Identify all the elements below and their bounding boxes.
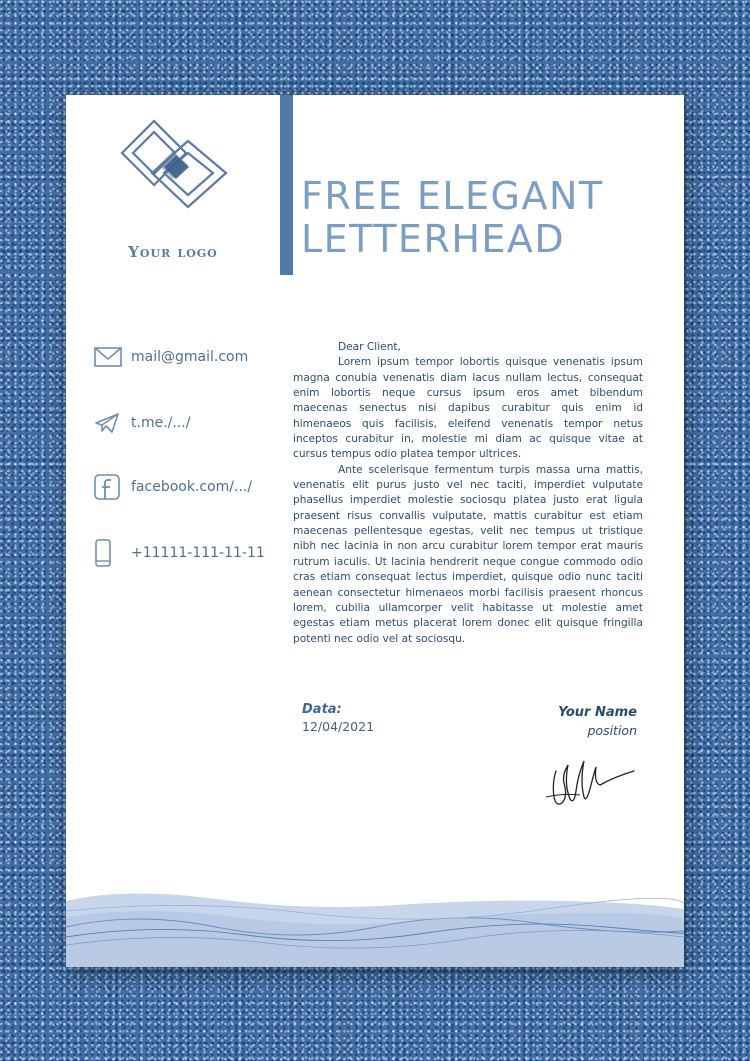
letter-body bbox=[293, 340, 643, 647]
diamond-logo-icon bbox=[116, 115, 230, 211]
contact-email[interactable] bbox=[94, 345, 248, 369]
mail-icon bbox=[94, 345, 124, 369]
signer-name: Your Name bbox=[558, 705, 637, 720]
contact-telegram-text: t.me./.../ bbox=[131, 415, 191, 431]
date-value: 12/04/2021 bbox=[302, 719, 375, 734]
contact-email-text: mail@gmail.com bbox=[131, 349, 249, 365]
accent-bar bbox=[280, 95, 293, 275]
contact-phone-text: +11111-111-11-11 bbox=[131, 545, 265, 561]
page-title bbox=[301, 175, 681, 261]
phone-icon bbox=[94, 541, 124, 565]
salutation: Dear Client, bbox=[338, 341, 401, 353]
wave-footer-decoration bbox=[66, 887, 684, 967]
paragraph-2: Ante scelerisque fermentum turpis massa urna mattis, venenatis elit purus justo vel nec taciti, imperdiet vulputate phasellus imperdiet molestie sociosqu platea justo erat ligula praesent risus convallis vulputate, mattis curabitur est etiam maecenas pellentesque egestas, velit nec tempus ut tristique nibh nec lacinia in non arcu curabitur lorem tempor erat mauris rutrum iaculis. Ut lacinia hendrerit neque congue commodo odio cras etiam consequat lectus imperdiet, quisque odio nunc taciti aenean consectetur himenaeos morbi facilisis praesent rhoncus lorem, cubilia ullamcorper velit habitasse ut molestie amet egestas etiam metus placerat lorem donec elit quisque fringilla potenti nec odio vel at sociosqu. bbox=[293, 463, 643, 645]
date-label: Data: bbox=[302, 702, 342, 717]
signature-icon bbox=[544, 753, 636, 815]
contact-phone[interactable] bbox=[94, 541, 265, 565]
logo-text: Your logo bbox=[128, 243, 218, 261]
signer-position: position bbox=[587, 723, 637, 738]
title-line-2: LETTERHEAD bbox=[301, 217, 566, 261]
letterhead-sheet bbox=[66, 95, 684, 967]
facebook-icon bbox=[94, 475, 124, 499]
contact-facebook[interactable] bbox=[94, 475, 252, 499]
telegram-icon bbox=[94, 411, 124, 435]
contact-telegram[interactable] bbox=[94, 411, 190, 435]
contact-facebook-text: facebook.com/.../ bbox=[131, 479, 253, 495]
paragraph-1: Lorem ipsum tempor lobortis quisque venenatis ipsum magna conubia venenatis diam lacus nullam lectus, consequat enim lobortis neque cursus ipsum eros amet bibendum maecenas senectus nisi dapibus curabitur quis enim id himenaeos quis facilisis, eleifend venenatis tempor netus inceptos curabitur in, molestie mi diam ac quisque vitae at cursus tempus odio platea tempor ultrices. bbox=[293, 356, 643, 461]
title-line-1: FREE ELEGANT bbox=[301, 174, 604, 218]
